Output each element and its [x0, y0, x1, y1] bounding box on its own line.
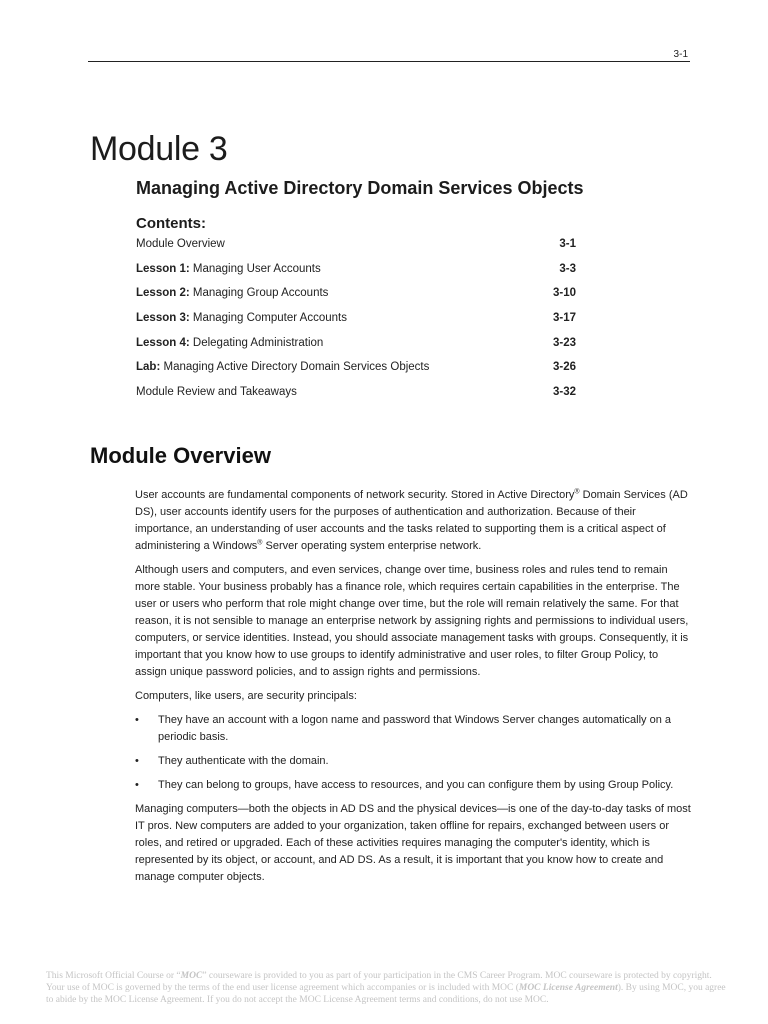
list-item-text: They can belong to groups, have access to resources, and you can configure them by using Group Policy. [158, 779, 674, 791]
toc-page: 3-26 [552, 361, 576, 374]
footer-license-agreement: MOC License Agreement [518, 983, 618, 993]
toc-item-lesson-1 [136, 263, 576, 288]
toc-title [136, 386, 297, 398]
bullet-icon: • [135, 779, 139, 791]
toc-prefix: Lesson 2: [136, 287, 190, 300]
list-item [135, 753, 691, 770]
toc-prefix: Lesson 3: [136, 312, 190, 325]
p1-text-b: Domain Services (AD DS), user accounts identify users for the purposes of authentication and authorization. Because of their importance, an understanding of user accounts and the tasks related to supporting them is a critical aspect of administering a Windows [135, 489, 688, 552]
overview-paragraph-3: Computers, like users, are security principals: [135, 690, 357, 702]
toc-title-text: Managing User Accounts [192, 262, 321, 275]
toc-title [136, 263, 321, 275]
table-of-contents [136, 238, 576, 411]
overview-paragraph-2: Although users and computers, and even services, change over time, business roles and rules tend to remain more stable. Your business probably has a finance role, which requires certain capabilities in the enterprise. The user or users who perform that role might change over time, but the role will remain relatively the same. For that reason, it is not sensible to manage an enterprise network by assigning rights and permissions to individual users, computers, or service identities. Instead, you should associate management tasks with groups. Consequently, it is important that you know how to use groups to identify administrative and user roles, to filter Group Policy, to assign unique password policies, and to assign rights and permissions. [135, 564, 689, 678]
toc-title-text: Module Review and Takeaways [136, 386, 297, 399]
list-item [135, 777, 691, 794]
footer-text-2: ” courseware is provided to you as part of your participation in the CMS Career Program. MOC courseware is protected by copyright. Your use of MOC is governed by the terms of the end user license agreement which accompanies or is included with MOC ( [46, 971, 712, 993]
toc-title-text: Managing Computer Accounts [192, 312, 347, 325]
toc-page: 3-1 [559, 238, 576, 250]
section-heading-module-overview: Module Overview [90, 443, 271, 468]
toc-prefix: Lesson 4: [136, 336, 190, 349]
header-rule [88, 61, 690, 62]
p1-text-c: Server operating system enterprise network. [262, 540, 482, 552]
toc-title [136, 312, 347, 324]
toc-item-module-review [136, 386, 576, 411]
toc-item-module-overview [136, 238, 576, 263]
overview-body [135, 487, 691, 893]
list-item-text: They authenticate with the domain. [158, 755, 329, 767]
toc-title-text: Managing Group Accounts [192, 287, 329, 300]
toc-prefix: Lesson 1: [136, 262, 190, 275]
list-item-text: They have an account with a logon name and password that Windows Server changes automatically on a periodic basis. [158, 714, 672, 743]
toc-prefix: Lab: [136, 361, 161, 374]
toc-page: 3-17 [552, 312, 576, 325]
module-subtitle: Managing Active Directory Domain Services Objects [136, 178, 584, 198]
license-footer [46, 970, 726, 1006]
footer-text-1: This Microsoft Official Course or “ [46, 971, 181, 981]
bullet-icon: • [135, 755, 139, 767]
page-number: 3-1 [673, 49, 688, 60]
module-title: Module 3 [90, 130, 228, 168]
toc-title [136, 238, 225, 250]
toc-item-lesson-2 [136, 287, 576, 312]
footer-moc: MOC [180, 971, 203, 981]
bullet-icon: • [135, 714, 139, 726]
toc-page: 3-10 [552, 287, 576, 300]
footer-text-3: ). By using MOC, you agree to abide by the MOC License Agreement. If you do not accept the MOC License Agreement terms and conditions, do not use MOC. [46, 983, 726, 1005]
toc-item-lesson-4 [136, 337, 576, 362]
toc-page: 3-23 [552, 336, 576, 349]
toc-title-text: Delegating Administration [192, 336, 324, 349]
toc-title [136, 337, 323, 349]
bullet-list [135, 712, 691, 794]
p1-text-a: User accounts are fundamental components of network security. Stored in Active Directory [135, 489, 575, 501]
overview-paragraph-4: Managing computers—both the objects in AD DS and the physical devices—is one of the day-to-day tasks of most IT pros. New computers are added to your organization, taken offline for repairs, exchanged between users or roles, and retired or upgraded. Each of these activities requires managing the computer's identity, which is represented by its object, or account, and AD DS. As a result, it is important that you know how to create and manage computer objects. [135, 803, 691, 883]
list-item [135, 712, 691, 746]
toc-title [136, 361, 429, 373]
toc-page: 3-32 [552, 386, 576, 399]
overview-paragraph-1 [135, 487, 691, 555]
toc-item-lesson-3 [136, 312, 576, 337]
registered-mark: ® [257, 539, 263, 547]
toc-title-text: Module Overview [136, 238, 225, 250]
toc-title [136, 287, 328, 299]
toc-page: 3-3 [559, 262, 576, 275]
toc-item-lab [136, 361, 576, 386]
contents-heading: Contents: [136, 215, 206, 232]
toc-title-text: Managing Active Directory Domain Services Objects [163, 361, 430, 374]
registered-mark: ® [574, 488, 580, 496]
